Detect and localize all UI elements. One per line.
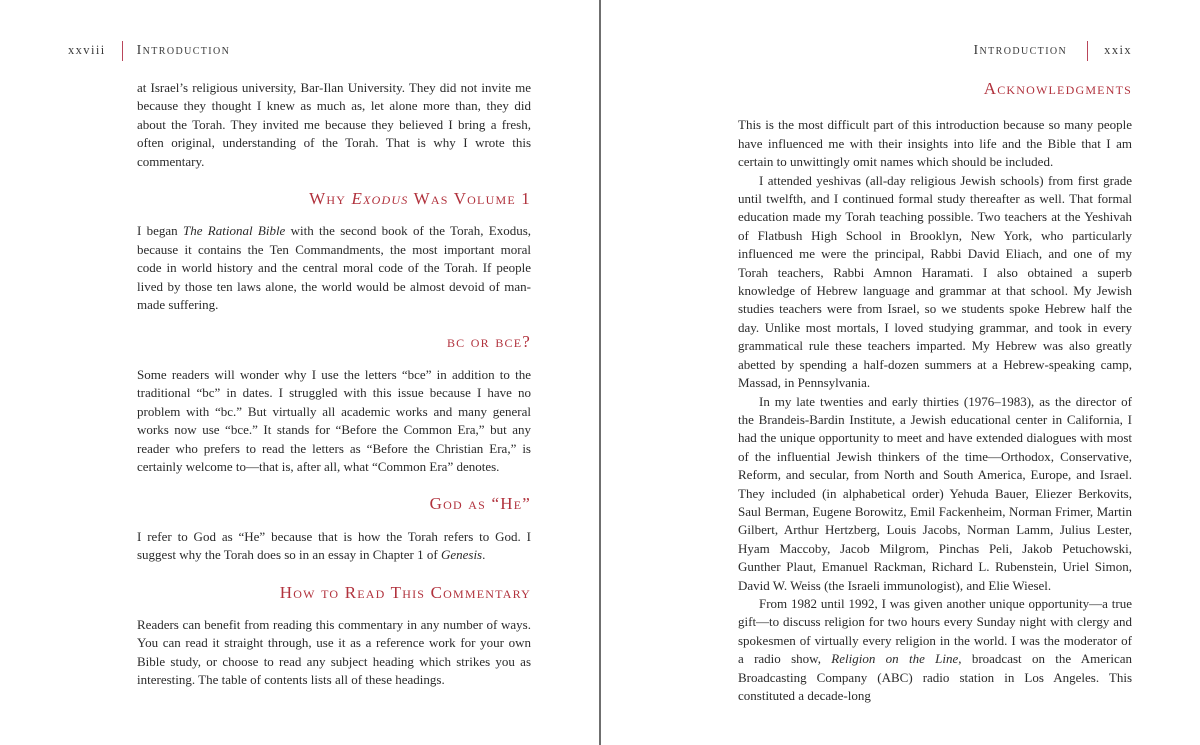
- right-running-head: [973, 41, 1132, 61]
- right-text-column: [738, 80, 1132, 705]
- left-text-column: [137, 79, 531, 690]
- intro-paragraph: at Israel’s religious university, Bar-Ilan University. They did not invite me because they thought I knew as much as, let alone more than, they did about the Torah. They invited me because they believed I bring a fresh, often original, understanding of the Torah. That is why I wrote this commentary.: [137, 80, 531, 169]
- heading-acknowledgments: Acknowledgments: [983, 79, 1132, 98]
- right-page: [602, 0, 1200, 745]
- paragraph-bc-or-bce: Some readers will wonder why I use the letters “bce” in addition to the traditional “bc” in dates. I struggled with this issue because I have no problem with “bc.” But virtually all academic works and many general works now use “bce.” It stands for “Before the Common Era,” but any reader who prefers to read the letters as “Before the Christian Era,” is certainly welcome to—that is, after all, what “Common Era” denotes.: [137, 366, 531, 474]
- page-gutter: [599, 0, 601, 745]
- left-folio: xxviii: [68, 42, 106, 57]
- ack-paragraph-4: From 1982 until 1992, I was given another unique opportunity—a true gift—to discuss religion for two hours every Sunday night with clergy and spokesmen of virtually every religion in the world. I was the moderator of a radio show, Religion on the Line, broadcast on the American Broadcasting Company (ABC) radio station in Los Angeles. This constituted a decade-long: [738, 595, 1132, 703]
- running-head-divider: [122, 41, 123, 61]
- ack-paragraph-1: This is the most difficult part of this introduction because so many people have influenced me with their insights into life and the Bible that I am certain to unwittingly omit names which should be included.: [738, 117, 1132, 170]
- left-running-title: Introduction: [136, 42, 231, 58]
- ack-paragraph-2: I attended yeshivas (all-day religious Jewish schools) from first grade until twelfth, and I continued formal study thereafter as well. That formal education made my Torah teaching possible. Two teachers at the Yeshivah of Flatbush High School in Brooklyn, New York, who particularly influenced me were the principal, Rabbi David Eliach, and one of my Torah teachers, Rabbi Amnon Haramati. I also obtained a superb knowledge of Hebrew language and grammar at that school. My Jewish studies teachers were from Israel, so we students spoke Hebrew half the day. Unlike most mortals, I loved studying grammar, and took in every grammatical rule these teachers imparted. My Hebrew was also greatly abetted by spending a half-dozen summers at a Hebrew-speaking camp, Massad, in Pennsylvania.: [738, 172, 1132, 391]
- heading-how-to-read: How to Read This Commentary: [279, 582, 531, 602]
- paragraph-why-exodus: I began The Rational Bible with the second book of the Torah, Exodus, because it contains the Ten Commandments, the most important moral code in world history and the central moral code of the Torah. If people lived by those ten laws alone, the world would be almost devoid of man-made suffering.: [137, 223, 531, 313]
- right-running-title: Introduction: [973, 42, 1068, 58]
- ack-paragraph-3: In my late twenties and early thirties (1976–1983), as the director of the Brandeis-Bardin Institute, a Jewish educational center in California, I had the unique opportunity to meet and have extended dialogues with most of the influential Jewish thinkers of the time—Orthodox, Conservative, Reform, and secular, from North and South America, Europe, and Israel. They included (in alphabetical order) Yehuda Bauer, Eliezer Berkovits, Saul Berman, Eugene Borowitz, Emil Fackenheim, Norman Frimer, Martin Gilbert, Arthur Hertzberg, Louis Jacobs, Norman Lamm, Julius Lester, Hyam Maccoby, Jacob Milgrom, Pinchas Peli, Jakob Petuchowski, Gunther Plaut, Emanuel Rackman, Richard L. Rubenstein, Uriel Simon, David W. Weiss (the Israeli immunologist), and Elie Wiesel.: [738, 393, 1132, 593]
- left-running-head: [68, 41, 230, 61]
- paragraph-how-to-read: Readers can benefit from reading this commentary in any number of ways. You can read it straight through, use it as a reference work for your own Bible study, or choose to read any subject heading which strikes you as interesting. The table of contents lists all of these headings.: [137, 616, 531, 688]
- heading-bc-or-bce: bc or bce?: [446, 332, 531, 352]
- right-folio: xxix: [1104, 42, 1132, 57]
- running-head-divider: [1087, 41, 1088, 61]
- heading-why-exodus: Why Exodus Was Volume 1: [309, 189, 531, 209]
- paragraph-god-as-he: I refer to God as “He” because that is how the Torah refers to God. I suggest why the Torah does so in an essay in Chapter 1 of Genesis.: [137, 528, 531, 563]
- heading-god-as-he: God as “He”: [429, 494, 531, 514]
